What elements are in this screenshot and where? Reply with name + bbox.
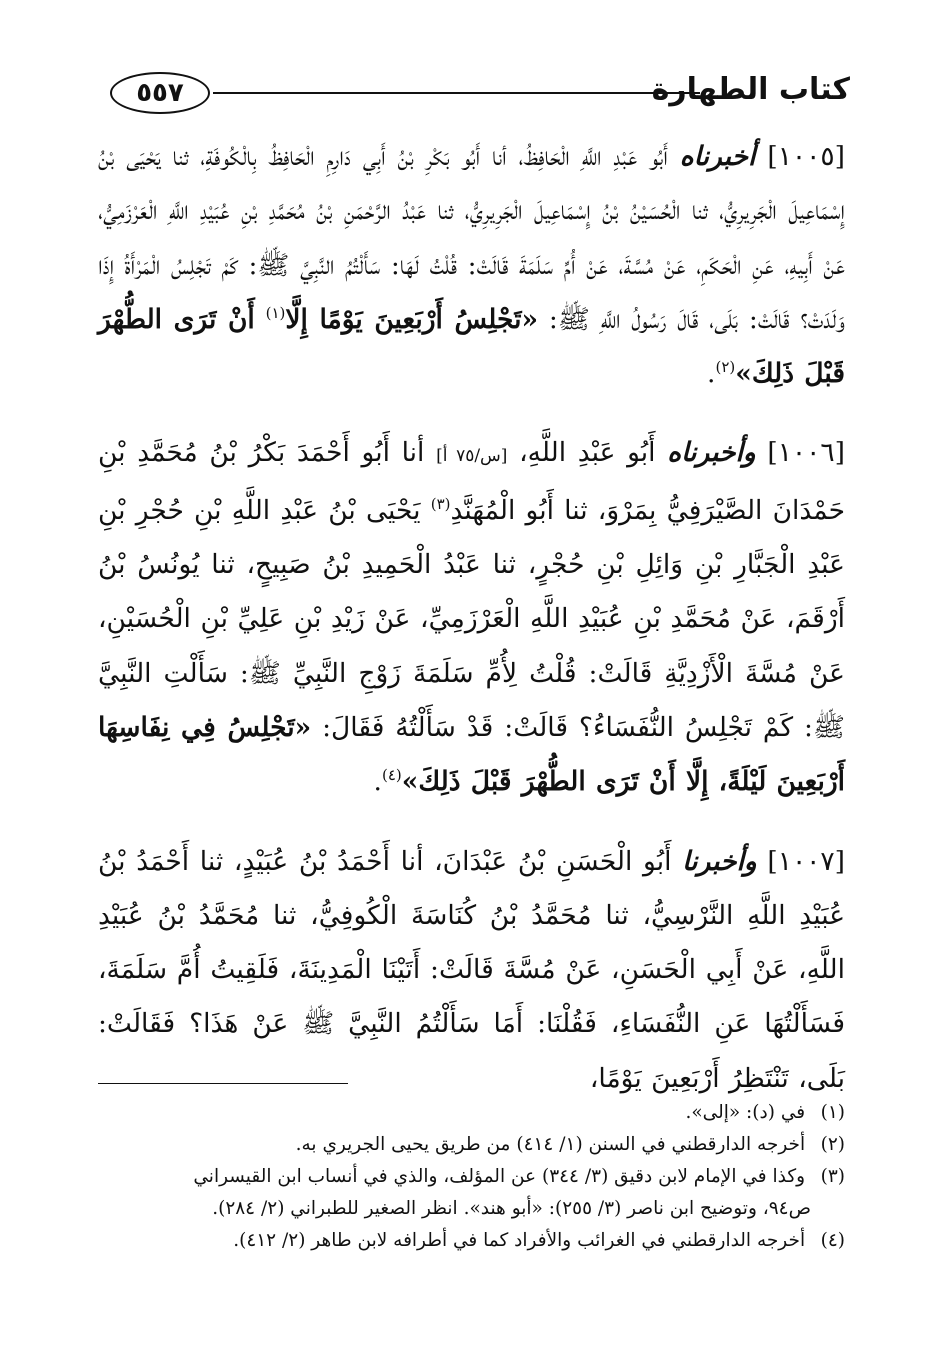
hadith-lead: وأخبرنا — [682, 845, 757, 877]
footnotes — [98, 1097, 845, 1257]
footnote-separator — [98, 1083, 348, 1084]
hadith-text: يَحْيَى بْنُ عَبْدِ اللَّهِ بْنِ حُجْرِ بْنِ عَبْدِ الْجَبَّارِ بْنِ وَائِلِ بْنِ حُجْرٍ، ثنا عَبْدُ الْحَمِيدِ بْنُ صَبِيحٍ، ثنا يُونُسُ بْنُ أَرْقَمَ، عَنْ مُحَمَّدِ بْنِ عُبَيْدِ اللَّهِ الْعَرْزَمِيِّ، عَنْ زَيْدِ بْنِ عَلِيِّ بْنِ الْحُسَيْنِ، عَنْ مُسَّةَ الْأَزْدِيَّةِ قَالَتْ: قُلْتُ لِأُمِّ سَلَمَةَ زَوْجِ النَّبِيِّ ﷺ: سَأَلْتِ النَّبِيَّ ﷺ: كَمْ تَجْلِسُ النُّفَسَاءُ؟ قَالَتْ: قَدْ سَأَلْتُهُ فَقَالَ: — [98, 494, 845, 743]
hadith-lead: أخبرناه — [679, 141, 756, 172]
footnote-ref: (٣) — [430, 494, 451, 513]
book-title: كتاب الطهارة — [651, 72, 850, 107]
footnote-1 — [98, 1097, 845, 1129]
hadith-quote: «تَجْلِسُ فِي نِفَاسِهَا أَرْبَعِينَ لَيْلَةً، إِلَّا أَنْ تَرَى الطُّهْرَ قَبْلَ ذَلِكَ» — [98, 711, 845, 798]
hadith-number: [١٠٠٧] — [767, 845, 845, 877]
footnote-ref: (٢) — [715, 358, 736, 377]
page-number-badge: ٥٥٧ — [110, 72, 210, 114]
footnote-2 — [98, 1129, 845, 1161]
hadith-text: أَبُو عَبْدِ اللَّهِ الْحَافِظُ، أنا أَبُو بَكْرِ بْنُ أَبِي دَارِمِ الْحَافِظُ بِالْكُوفَةِ، ثنا يَحْيَى بْنُ إِسْمَاعِيلَ الْجَرِيرِيُّ، ثنا الْحُسَيْنُ بْنُ إِسْمَاعِيلَ الْجَرِيرِيُّ، ثنا عَبْدُ الرَّحْمَنِ بْنُ مُحَمَّدِ بْنِ عُبَيْدِ اللَّهِ الْعَرْزَمِيُّ، عَنْ أَبِيهِ، عَنِ الْحَكَمِ، عَنْ مُسَّةَ، عَنْ أُمِّ سَلَمَةَ قَالَتْ: قُلْتُ لَهَا: سَأَلْتُمُ النَّبِيَّ ﷺ: كَمْ تَجْلِسُ الْمَرْأَةُ إِذَا وَلَدَتْ؟ قَالَتْ: بَلَى، قَالَ رَسُولُ اللَّهِ ﷺ: — [98, 141, 845, 335]
footnote-number: (٢) — [820, 1134, 845, 1155]
hadith-lead: وأخبرناه — [667, 437, 756, 469]
header-rule — [213, 92, 700, 94]
footnote-number: (٣) — [820, 1166, 845, 1187]
footnote-text-continued: ص٩٤، وتوضيح ابن ناصر (٣/ ٢٥٥): «أبو هند». انظر الصغير للطبراني (٢/ ٢٨٤). — [212, 1198, 811, 1219]
manuscript-ref: [س/٧٥ أ] — [436, 446, 508, 467]
footnote-number: (١) — [820, 1102, 845, 1123]
footnote-4 — [98, 1225, 845, 1257]
footnote-3 — [98, 1161, 845, 1225]
page-header — [95, 60, 850, 120]
hadith-text: أَبُو عَبْدِ اللَّهِ، — [519, 437, 656, 469]
main-text — [98, 130, 845, 1131]
footnote-text: وكذا في الإمام لابن دقيق (٣/ ٣٤٤) عن المؤلف، والذي في أنساب ابن القيسراني — [193, 1166, 806, 1187]
hadith-number: [١٠٠٥] — [767, 141, 845, 172]
hadith-1005: [١٠٠٥] أخبرناه أَبُو عَبْدِ اللَّهِ الْحَافِظُ، أنا أَبُو بَكْرِ بْنُ أَبِي دَارِمِ الْحَافِظُ بِالْكُوفَةِ، ثنا يَحْيَى بْنُ إِسْمَاعِيلَ الْجَرِيرِيُّ، ثنا الْحُسَيْنُ بْنُ إِسْمَاعِيلَ الْجَرِيرِيُّ، ثنا عَبْدُ الرَّحْمَنِ بْنُ مُحَمَّدِ بْنِ عُبَيْدِ اللَّهِ الْعَرْزَمِيُّ، عَنْ أَبِيهِ، عَنِ الْحَكَمِ، عَنْ مُسَّةَ، عَنْ أُمِّ سَلَمَةَ قَالَتْ: قُلْتُ لَهَا: سَأَلْتُمُ النَّبِيَّ ﷺ: كَمْ تَجْلِسُ الْمَرْأَةُ إِذَا وَلَدَتْ؟ قَالَتْ: بَلَى، قَالَ رَسُولُ اللَّهِ ﷺ: «تَجْلِسُ أَرْبَعِينَ يَوْمًا إِلَّا$^{(١)}$ أَنْ تَرَى الطُّهْرَ قَبْلَ ذَلِكَ»$^{(٢)}$. — [98, 141, 845, 390]
hadith-quote: أَنْ تَرَى الطُّهْرَ قَبْلَ ذَلِكَ» — [98, 303, 845, 390]
hadith-1006: [١٠٠٦] وأخبرناه أَبُو عَبْدِ اللَّهِ، [س/٧٥ أ] أنا أَبُو أَحْمَدَ بَكْرُ بْنُ مُحَمَّدِ بْنِ حَمْدَانَ الصَّيْرَفِيُّ بِمَرْوَ، ثنا أَبُو الْمُهَنَّدِ$^{(٣)}$ يَحْيَى بْنُ عَبْدِ اللَّهِ بْنِ حُجْرِ بْنِ عَبْدِ الْجَبَّارِ بْنِ وَائِلِ بْنِ حُجْرٍ، ثنا عَبْدُ الْحَمِيدِ بْنُ صَبِيحٍ، ثنا يُونُسُ بْنُ أَرْقَمَ، عَنْ مُحَمَّدِ بْنِ عُبَيْدِ اللَّهِ الْعَرْزَمِيِّ، عَنْ زَيْدِ بْنِ عَلِيِّ بْنِ الْحُسَيْنِ، عَنْ مُسَّةَ الْأَزْدِيَّةِ قَالَتْ: قُلْتُ لِأُمِّ سَلَمَةَ زَوْجِ النَّبِيِّ ﷺ: سَأَلْتِ النَّبِيَّ ﷺ: كَمْ تَجْلِسُ النُّفَسَاءُ؟ قَالَتْ: قَدْ سَأَلْتُهُ فَقَالَ: «تَجْلِسُ فِي نِفَاسِهَا أَرْبَعِينَ لَيْلَةً، إِلَّا أَنْ تَرَى الطُّهْرَ قَبْلَ ذَلِكَ»$^{(٤)}$. — [98, 437, 846, 798]
footnote-ref: (١) — [265, 304, 286, 323]
footnote-ref: (٤) — [381, 766, 402, 785]
hadith-text: أنا أَبُو أَحْمَدَ بَكْرُ بْنُ مُحَمَّدِ بْنِ حَمْدَانَ الصَّيْرَفِيُّ بِمَرْوَ، ثنا أَبُو الْمُهَنَّدِ — [98, 437, 846, 526]
footnote-text: في (د): «إلى». — [685, 1102, 806, 1123]
footnote-text: أخرجه الدارقطني في الغرائب والأفراد كما في أطرافه لابن طاهر (٢/ ٤١٢). — [233, 1230, 806, 1251]
footnote-number: (٤) — [820, 1230, 845, 1251]
footnote-text: أخرجه الدارقطني في السنن (١/ ٤١٤) من طريق يحيى الجريري به. — [295, 1134, 806, 1155]
hadith-number: [١٠٠٦] — [767, 437, 845, 469]
hadith-text: أَبُو الْحَسَنِ بْنُ عَبْدَانَ، أنا أَحْمَدُ بْنُ عُبَيْدٍ، ثنا أَحْمَدُ بْنُ عُبَيْدِ اللَّهِ النَّرْسِيُّ، ثنا مُحَمَّدُ بْنُ كُنَاسَةَ الْكُوفِيُّ، ثنا مُحَمَّدُ بْنُ عُبَيْدِ اللَّهِ، عَنْ أَبِي الْحَسَنِ، عَنْ مُسَّةَ قَالَتْ: أَتَيْنَا الْمَدِينَةَ، فَلَقِيتُ أُمَّ سَلَمَةَ، فَسَأَلْتُهَا عَنِ النُّفَسَاءِ، فَقُلْنَا: أَمَا سَأَلْتُمُ النَّبِيَّ ﷺ عَنْ هَذَا؟ فَقَالَتْ: بَلَى، تَنْتَظِرُ أَرْبَعِينَ يَوْمًا، — [98, 845, 845, 1094]
hadith-1007 — [98, 835, 845, 1106]
hadith-quote: «تَجْلِسُ أَرْبَعِينَ يَوْمًا إِلَّا — [285, 303, 539, 335]
